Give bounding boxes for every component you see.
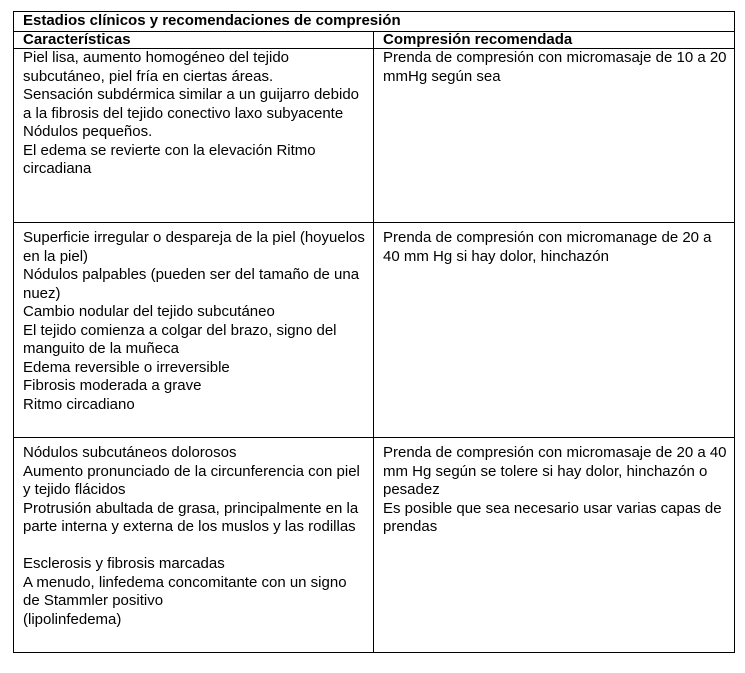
compression-cell: Prenda de compresión con micromasaje de 20 a 40 mm Hg según se tolere si hay dolor, hinchazón o pesadez Es posible que sea necesario usar varias capas de prendas	[374, 438, 735, 653]
compression-stages-table	[13, 11, 735, 653]
table-title: Estadios clínicos y recomendaciones de compresión	[14, 12, 735, 32]
compression-cell: Prenda de compresión con micromanage de 20 a 40 mm Hg si hay dolor, hinchazón	[374, 223, 735, 438]
table-title-row	[14, 12, 735, 32]
header-characteristics: Características	[14, 32, 374, 49]
table-header-row	[14, 32, 735, 49]
table-row	[14, 223, 735, 438]
table-row	[14, 438, 735, 653]
table-row	[14, 49, 735, 223]
header-compression: Compresión recomendada	[374, 32, 735, 49]
characteristics-cell: Nódulos subcutáneos dolorosos Aumento pronunciado de la circunferencia con piel y tejido flácidos Protrusión abultada de grasa, principalmente en la parte interna y externa de los muslos y las rodillas Esclerosis y fibrosis marcadas A menudo, linfedema concomitante con un signo de Stammler positivo (lipolinfedema)	[14, 438, 374, 653]
compression-cell: Prenda de compresión con micromasaje de 10 a 20 mmHg según sea	[374, 49, 735, 223]
characteristics-cell: Piel lisa, aumento homogéneo del tejido subcutáneo, piel fría en ciertas áreas. Sensación subdérmica similar a un guijarro debido a la fibrosis del tejido conectivo laxo subyacente Nódulos pequeños. El edema se revierte con la elevación Ritmo circadiana	[14, 49, 374, 223]
characteristics-cell: Superficie irregular o despareja de la piel (hoyuelos en la piel) Nódulos palpables (pueden ser del tamaño de una nuez) Cambio nodular del tejido subcutáneo El tejido comienza a colgar del brazo, signo del manguito de la muñeca Edema reversible o irreversible Fibrosis moderada a grave Ritmo circadiano	[14, 223, 374, 438]
